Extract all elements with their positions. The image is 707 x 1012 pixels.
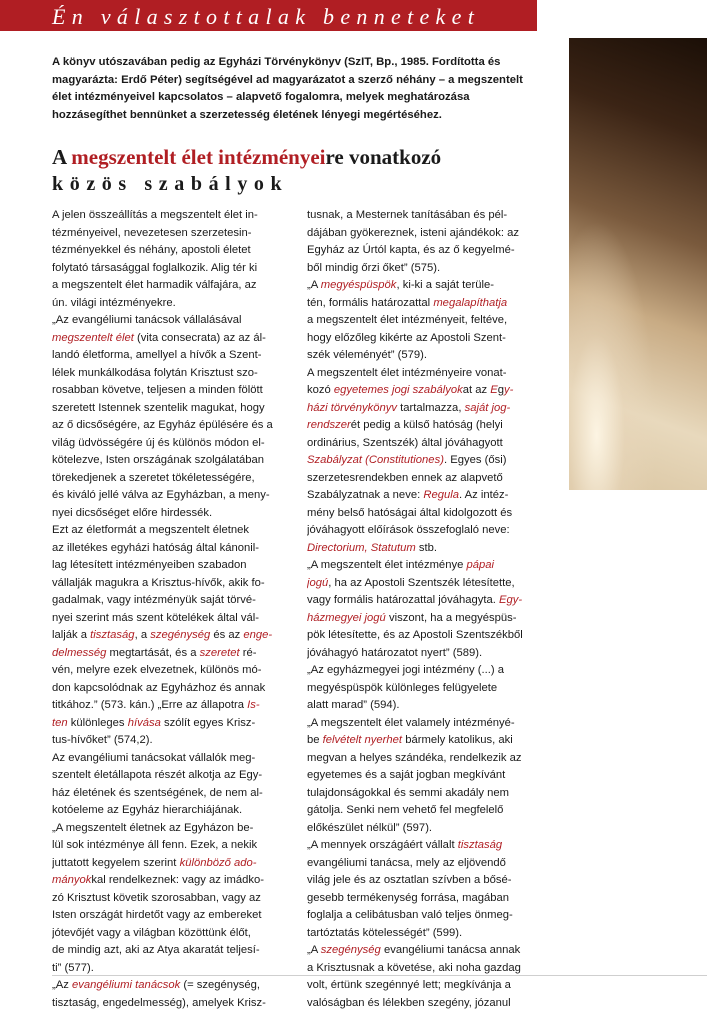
text-line: [52, 785, 281, 803]
text-line: [52, 645, 281, 663]
text-line: [52, 417, 281, 435]
text-run: ti” (577).: [52, 962, 94, 974]
text-run: tulajdonságokkal és semmi akadály nem: [307, 787, 509, 799]
text-run: az ő dicsőségére, az Egyház épülésére és a: [52, 419, 273, 431]
emphasis-term: ten: [52, 717, 68, 729]
text-line: [307, 225, 536, 243]
text-run: , ki-ki a saját terüle-: [396, 279, 494, 291]
text-run: megtartását, és a: [106, 647, 199, 659]
text-run: „Az evangéliumi tanácsok vállalásával: [52, 314, 241, 326]
text-line: [307, 207, 536, 225]
text-run: Szabályzatnak a neve:: [307, 489, 423, 501]
text-line: [307, 330, 536, 348]
text-line: [52, 592, 281, 610]
text-run: Egyház az Úrtól kapta, és az ő kegyelmé-: [307, 244, 515, 256]
text-run: tézményeivel, nevezetesen szerzetesin-: [52, 227, 251, 239]
emphasis-term: házi törvénykönyv: [307, 402, 397, 414]
text-line: [52, 995, 281, 1012]
text-line: [52, 837, 281, 855]
text-line: [307, 925, 536, 943]
text-run: a megszentelt élet intézményeit, feltéve,: [307, 314, 507, 326]
emphasis-term: enge-: [243, 629, 272, 641]
text-run: , ha az Apostoli Szentszék létesítette,: [328, 577, 514, 589]
text-line: [307, 382, 536, 400]
text-line: [307, 802, 536, 820]
emphasis-term: Egy-: [499, 594, 522, 606]
text-run: szeretett Istennek szentelik magukat, hogy: [52, 402, 265, 414]
text-run: a megszentelt élet harmadik válfajára, az: [52, 279, 256, 291]
text-run: folytató társasággal foglalkozik. Alig tér ki: [52, 262, 257, 274]
text-line: [52, 627, 281, 645]
text-run: landó életforma, amellyel a hívők a Szent-: [52, 349, 261, 361]
text-run: „A mennyek országáért vállalt: [307, 839, 458, 851]
text-line: [52, 207, 281, 225]
text-run: de mindig azt, aki az Atya akaratát teljesí-: [52, 944, 260, 956]
text-line: [52, 260, 281, 278]
text-line: [52, 977, 281, 995]
text-line: [52, 505, 281, 523]
text-run: szerzetesrendekben ennek az alapvető: [307, 472, 503, 484]
emphasis-term: megyéspüspök: [321, 279, 397, 291]
text-run: lag létesített intézményeiben szabadon: [52, 559, 247, 571]
text-run: hogy előzőleg kikérte az Apostoli Szent-: [307, 332, 506, 344]
text-run: kozó: [307, 384, 334, 396]
emphasis-term: mányok: [52, 874, 91, 886]
emphasis-term: Regula: [423, 489, 459, 501]
text-line: [52, 365, 281, 383]
text-run: „A megszentelt élet valamely intézményé-: [307, 717, 515, 729]
text-line: [307, 627, 536, 645]
text-line: [52, 330, 281, 348]
text-run: „A: [307, 279, 321, 291]
left-text-column: [52, 207, 281, 1012]
text-run: volt, értünk szegénnyé lett; megkívánja a: [307, 979, 511, 991]
text-line: [307, 680, 536, 698]
text-run: törekedjenek a szeretet tökéletességére,: [52, 472, 255, 484]
text-line: [307, 400, 536, 418]
text-run: ház életének és szentségének, de nem al-: [52, 787, 263, 799]
text-run: ből mindig őrzi őket” (575).: [307, 262, 440, 274]
text-run: az illetékes egyházi hatóság által kánonil-: [52, 542, 259, 554]
text-line: [307, 277, 536, 295]
text-run: egyetemes és a saját jogban megkívánt: [307, 769, 505, 781]
text-run: kal rendelkeznek: vagy az imádko-: [91, 874, 264, 886]
emphasis-term: szegénység: [321, 944, 381, 956]
text-line: [307, 365, 536, 383]
text-run: különleges: [68, 717, 128, 729]
text-line: [52, 820, 281, 838]
text-run: , a: [135, 629, 151, 641]
text-run: bármely katolikus, aki: [402, 734, 513, 746]
text-line: [52, 470, 281, 488]
text-line: [307, 697, 536, 715]
text-run: „A megszentelt életnek az Egyházon be-: [52, 822, 253, 834]
text-line: [307, 732, 536, 750]
text-run: g: [498, 384, 504, 396]
text-line: [307, 942, 536, 960]
emphasis-term: szeretet: [200, 647, 240, 659]
emphasis-term: tisztaság: [458, 839, 502, 851]
text-run: valóságban és lélekben szegény, józanul: [307, 997, 511, 1009]
text-run: gadalmak, vagy intézményük saját törvé-: [52, 594, 256, 606]
heading-part-3: re vonatkozó: [325, 145, 441, 169]
text-line: [52, 732, 281, 750]
text-line: [52, 382, 281, 400]
text-line: [52, 575, 281, 593]
emphasis-term: szegénység: [150, 629, 210, 641]
text-line: [52, 942, 281, 960]
text-line: [52, 750, 281, 768]
text-run: gesebb termékenység forrása, magában: [307, 892, 509, 904]
text-line: [52, 242, 281, 260]
emphasis-term: megszentelt élet: [52, 332, 134, 344]
text-run: at az: [463, 384, 491, 396]
text-line: [307, 417, 536, 435]
text-line: [307, 575, 536, 593]
text-run: gátolja. Senki nem vehető fel megfelelő: [307, 804, 503, 816]
emphasis-term: jogú: [307, 577, 328, 589]
emphasis-term: y-: [504, 384, 513, 396]
text-run: evangéliumi tanácsa, mely az eljövendő: [307, 857, 506, 869]
emphasis-term: különböző ado-: [180, 857, 257, 869]
decorative-photo: [569, 38, 707, 490]
text-line: [52, 680, 281, 698]
text-line: [307, 907, 536, 925]
text-run: alatt marad” (594).: [307, 699, 400, 711]
text-line: [52, 855, 281, 873]
text-run: A megszentelt élet intézményeire vonat-: [307, 367, 506, 379]
text-run: foglalja a celibátusban való teljes önmeg-: [307, 909, 513, 921]
text-run: tisztaság, engedelmesség), amelyek Krisz-: [52, 997, 266, 1009]
emphasis-term: Szabályzat (Constitutiones): [307, 454, 444, 466]
text-run: ún. világi intézményekre.: [52, 297, 176, 309]
text-line: [52, 312, 281, 330]
text-line: [307, 592, 536, 610]
text-run: világ jele és az osztatlan szívben a bősé-: [307, 874, 512, 886]
text-line: [307, 872, 536, 890]
text-line: [307, 662, 536, 680]
text-line: [52, 540, 281, 558]
header-bar: [0, 0, 537, 31]
text-line: [307, 470, 536, 488]
text-run: megvan a helyes szándéka, rendelkezik az: [307, 752, 522, 764]
text-run: tén, formális határozattal: [307, 297, 433, 309]
text-line: [307, 890, 536, 908]
text-run: tus-hívőket” (574,2).: [52, 734, 153, 746]
text-run: evangéliumi tanácsa annak: [381, 944, 520, 956]
text-line: [307, 767, 536, 785]
intro-paragraph: A könyv utószavában pedig az Egyházi Törvénykönyv (SzIT, Bp., 1985. Fordította és magyarázta: Erdő Péter) segítségével ad magyarázatot a szerző néhány – a megszentelt élet intézményeivel kapcsolatos – alapvető fogalomra, melyek meghatározása hozzásegíthet bennünket a szerzetesség életének lényegi megértéséhez.: [52, 54, 542, 124]
text-run: ét pedig a külső hatóság (helyi: [351, 419, 503, 431]
text-run: pök létesítette, és az Apostoli Szentszékből: [307, 629, 523, 641]
text-run: és az: [210, 629, 243, 641]
text-line: [307, 715, 536, 733]
text-line: [307, 522, 536, 540]
text-line: [52, 907, 281, 925]
text-run: világ üdvösségére új és különös módon el-: [52, 437, 265, 449]
text-run: . Az intéz-: [459, 489, 508, 501]
right-text-column: [307, 207, 536, 1012]
text-line: [52, 767, 281, 785]
text-run: dájában gyökereznek, isteni ajándékok: az: [307, 227, 519, 239]
emphasis-term: tisztaság: [90, 629, 134, 641]
emphasis-term: egyetemes jogi szabályok: [334, 384, 463, 396]
text-line: [52, 295, 281, 313]
text-run: tézményekkel és néhány, apostoli életet: [52, 244, 251, 256]
text-run: és kiváló jellé válva az Egyházban, a meny-: [52, 489, 270, 501]
heading-part-1: A: [52, 145, 71, 169]
emphasis-term: pápai: [466, 559, 494, 571]
text-run: a Krisztusnak a követése, aki noha gazdag: [307, 962, 521, 974]
text-run: kotóeleme az Egyház hierarchiájának.: [52, 804, 242, 816]
text-run: vállalják magukra a Krisztus-hívők, akik fo-: [52, 577, 265, 589]
text-line: [52, 802, 281, 820]
text-run: tartalmazza,: [397, 402, 465, 414]
text-run: megyéspüspök különleges felügyelete: [307, 682, 497, 694]
text-run: szék véleményét” (579).: [307, 349, 427, 361]
text-run: jóváhagyó határozatot nyert” (589).: [307, 647, 482, 659]
text-line: [307, 855, 536, 873]
text-line: [307, 750, 536, 768]
emphasis-term: megalapíthatja: [433, 297, 507, 309]
emphasis-term: házmegyei jogú: [307, 612, 386, 624]
text-run: lül sok intézménye áll fenn. Ezek, a nekik: [52, 839, 257, 851]
text-run: nyei szerint más szent kötelékek által vál-: [52, 612, 259, 624]
text-run: Isten országát hirdetőt vagy az embereket: [52, 909, 262, 921]
text-run: tusnak, a Mesternek tanításában és pél-: [307, 209, 507, 221]
text-line: [52, 925, 281, 943]
emphasis-term: felvételt nyerhet: [323, 734, 402, 746]
text-line: [307, 977, 536, 995]
text-run: (= szegénység,: [180, 979, 260, 991]
text-line: [307, 610, 536, 628]
text-line: [52, 400, 281, 418]
text-run: (vita consecrata) az az ál-: [134, 332, 266, 344]
emphasis-term: evangéliumi tanácsok: [72, 979, 180, 991]
text-line: [307, 820, 536, 838]
text-line: [52, 522, 281, 540]
text-line: [52, 610, 281, 628]
text-run: szentelt életállapota részét alkotja az Egy-: [52, 769, 262, 781]
text-line: [52, 347, 281, 365]
footer-divider: [52, 975, 707, 976]
text-line: [52, 697, 281, 715]
text-run: lélek munkálkodása folytán Krisztust szo-: [52, 367, 258, 379]
text-line: [307, 505, 536, 523]
text-line: [52, 557, 281, 575]
text-line: [52, 435, 281, 453]
running-header-title: Én választottalak benneteket: [52, 4, 480, 30]
text-run: viszont, ha a megyéspüs-: [386, 612, 517, 624]
text-run: zó Krisztust követik szorosabban, vagy az: [52, 892, 261, 904]
emphasis-term: rendszer: [307, 419, 351, 431]
text-line: [52, 890, 281, 908]
text-line: [307, 242, 536, 260]
text-run: mény belső hatóságai által kidolgozott és: [307, 507, 512, 519]
text-line: [307, 312, 536, 330]
text-run: előkészület nélkül” (597).: [307, 822, 432, 834]
text-line: [52, 452, 281, 470]
text-run: titkához.” (573. kán.) „Erre az állapotra: [52, 699, 247, 711]
text-line: [307, 645, 536, 663]
text-line: [52, 487, 281, 505]
text-line: [52, 277, 281, 295]
text-line: [307, 260, 536, 278]
emphasis-term: Is-: [247, 699, 260, 711]
text-line: [307, 995, 536, 1012]
text-line: [307, 487, 536, 505]
text-run: ordinárius, Szentszék) által jóváhagyott: [307, 437, 503, 449]
text-run: ré-: [240, 647, 257, 659]
text-line: [52, 662, 281, 680]
text-run: be: [307, 734, 323, 746]
text-run: vagy formális határozattal jóváhagyta.: [307, 594, 499, 606]
text-run: Ezt az életformát a megszentelt életnek: [52, 524, 249, 536]
text-line: [307, 295, 536, 313]
text-line: [307, 452, 536, 470]
heading-highlight: megszentelt élet intézményei: [71, 145, 325, 169]
text-run: vén, melyre ezek elvezetnek, különös mó-: [52, 664, 261, 676]
text-run: „Az egyházmegyei jogi intézmény (...) a: [307, 664, 504, 676]
article-subheading: közös szabályok: [52, 172, 288, 196]
text-run: stb.: [416, 542, 437, 554]
emphasis-term: saját jog-: [465, 402, 511, 414]
text-run: nyei dicsőséget előre hirdessék.: [52, 507, 212, 519]
text-run: Az evangéliumi tanácsokat vállalók meg-: [52, 752, 255, 764]
text-run: „A megszentelt élet intézménye: [307, 559, 466, 571]
article-heading: [52, 144, 441, 170]
text-line: [52, 715, 281, 733]
text-run: jóváhagyott előírások összefoglaló neve:: [307, 524, 510, 536]
text-run: „Az: [52, 979, 72, 991]
text-line: [307, 347, 536, 365]
text-line: [52, 225, 281, 243]
text-line: [307, 557, 536, 575]
text-run: „A: [307, 944, 321, 956]
emphasis-term: E: [490, 384, 498, 396]
emphasis-term: delmesség: [52, 647, 106, 659]
text-line: [307, 540, 536, 558]
text-line: [307, 435, 536, 453]
text-run: lalják a: [52, 629, 90, 641]
text-run: kötelezve, Isten országának szolgálatában: [52, 454, 264, 466]
text-line: [307, 837, 536, 855]
text-line: [307, 785, 536, 803]
text-run: rosabban követve, teljesen a minden fölött: [52, 384, 263, 396]
text-line: [52, 872, 281, 890]
text-run: A jelen összeállítás a megszentelt élet in-: [52, 209, 258, 221]
emphasis-term: hívása: [128, 717, 161, 729]
text-run: szólít egyes Krisz-: [161, 717, 255, 729]
text-run: jótevőjét vagy a világban közöttünk élőt,: [52, 927, 251, 939]
text-run: don kapcsolódnak az Egyházhoz és annak: [52, 682, 265, 694]
text-run: tartóztatás kötelességét” (599).: [307, 927, 462, 939]
text-run: . Egyes (ősi): [444, 454, 507, 466]
text-run: juttatott kegyelem szerint: [52, 857, 180, 869]
emphasis-term: Directorium, Statutum: [307, 542, 416, 554]
